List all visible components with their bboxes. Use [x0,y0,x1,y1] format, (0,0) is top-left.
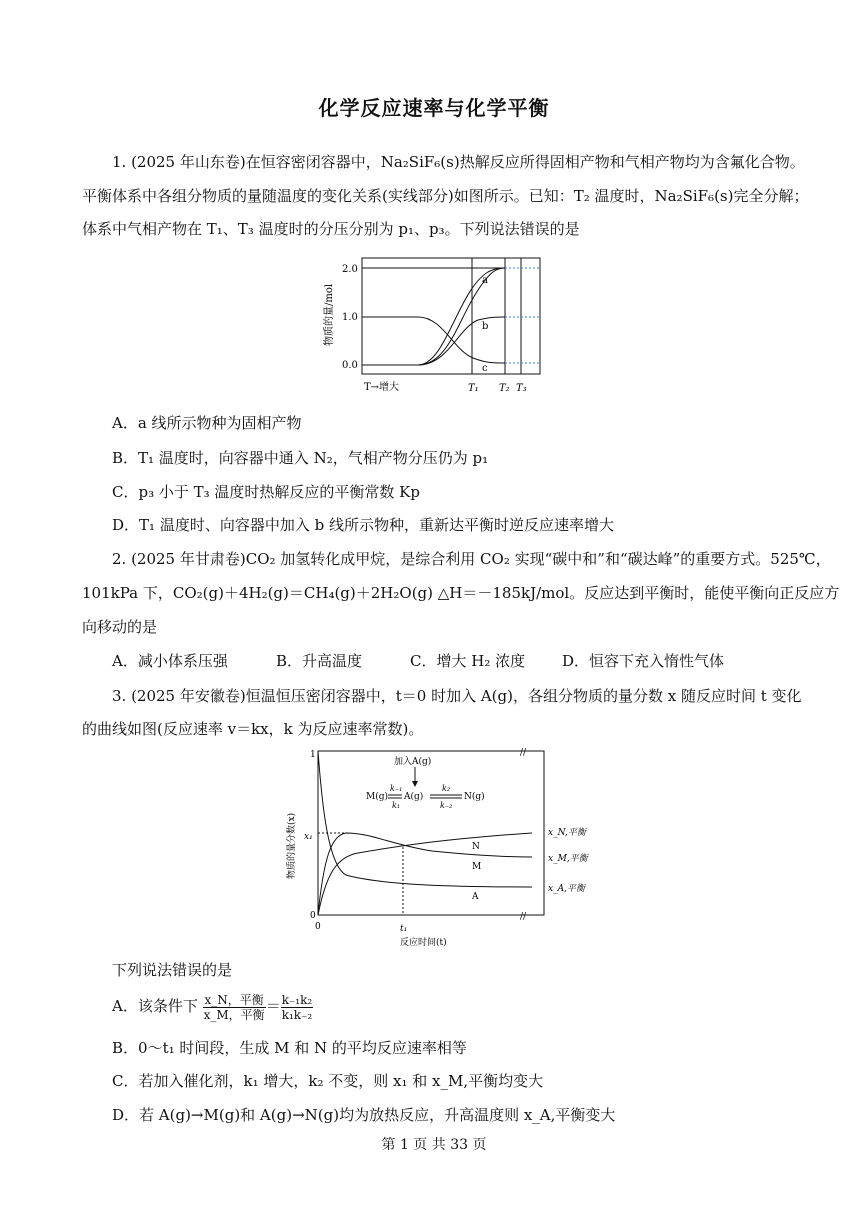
chart2-eq-A: x_A,平衡 [548,884,585,894]
q3-frac-num: x_N，平衡 [204,992,264,1007]
chart1-ytick-2: 2.0 [342,264,358,275]
chart1-ytick-0: 0.0 [342,360,358,371]
chart2-t1: t₁ [400,924,408,934]
chart1-xmark-T2: T₂ [499,383,510,394]
chart2-add-label: 加入A(g) [394,757,432,767]
page-footer: 第 1 页 共 33 页 [381,1137,487,1153]
q2-option-a: A．减小体系压强 [112,652,228,670]
q3-line-1: 3. (2025 年安徽卷)恒温恒压密闭容器中，t＝0 时加入 A(g)，各组分物质的量分数 x 随反应时间 t 变化 [112,687,802,705]
q1-option-d: D．T₁ 温度时、向容器中加入 b 线所示物种，重新达平衡时逆反应速率增大 [112,516,614,534]
q3-option-a-fraction-x [203,993,266,1022]
chart2-x1: x₁ [304,832,313,842]
chart2-scheme-N: N(g) [464,792,485,802]
chart2-eq-N: x_N,平衡 [548,828,586,838]
chart1-xlabel: T→增大 [364,382,400,393]
chart2-origin-y: 0 [310,911,316,921]
q3-option-a-prefix: A．该条件下 [112,997,198,1015]
chart2-k-1: k₋₁ [390,784,403,793]
q2-option-b: B．升高温度 [276,652,363,670]
chart2-ylabel: 物质的量分数(x) [287,812,297,879]
q3-option-a-equals: ＝ [265,997,281,1015]
q1-option-a: A．a 线所示物种为固相产物 [112,414,302,432]
chart2-curve-M [318,833,532,915]
q3-line-2: 的曲线如图(反应速率 v＝kx，k 为反应速率常数)。 [82,720,424,738]
chart2-curve-label-M: M [472,862,482,872]
q3-prompt: 下列说法错误的是 [112,961,233,979]
chart2-curve-label-A: A [472,892,479,902]
q1-line-3: 体系中气相产物在 T₁、T₃ 温度时的分压分别为 p₁、p₃。下列说法错误的是 [82,220,580,238]
chart1-curve-c [418,317,505,365]
chart1-frame [362,258,540,374]
chart2-origin-x: 0 [315,922,321,932]
chart1-label-c: c [482,363,488,374]
q2-line-1: 2. (2025 年甘肃卷)CO₂ 加氢转化成甲烷，是综合利用 CO₂ 实现“碳中和”和“碳达峰”的重要方式。525℃， [112,550,831,568]
q3-option-d: D．若 A(g)→M(g)和 A(g)→N(g)均为放热反应，升高温度则 x_A,平衡变大 [112,1106,616,1124]
page-title: 化学反应速率与化学平衡 [318,96,550,120]
chart2-curve-A [318,751,532,887]
chart1-label-a: a [482,275,488,286]
q3-option-b: B．0～t₁ 时间段，生成 M 和 N 的平均反应速率相等 [112,1039,467,1057]
q2-line-3: 向移动的是 [82,618,158,636]
chart2-curve-N [318,833,532,915]
chart2-k2: k₂ [442,784,451,793]
q2-line-2: 101kPa 下，CO₂(g)＋4H₂(g)＝CH₄(g)＋2H₂O(g) △H＝－185kJ/mol。反应达到平衡时，能使平衡向正反应方 [82,584,840,602]
chart1-ytick-1: 1.0 [342,312,358,323]
chart-1 [318,250,558,400]
q1-option-c: C．p₃ 小于 T₃ 温度时热解反应的平衡常数 Kp [112,483,420,501]
chart1-xmark-T3: T₃ [516,383,527,394]
q1-option-b: B．T₁ 温度时，向容器中通入 N₂，气相产物分压仍为 p₁ [112,449,489,467]
chart2-scheme-A: A(g) [404,792,424,802]
chart2-xlabel: 反应时间(t) [400,938,447,948]
q2-option-d: D．恒容下充入惰性气体 [562,652,725,670]
chart2-ytop: 1 [310,750,316,760]
chart-2 [282,745,602,953]
q3-rhs-num: k₋₁k₂ [281,992,313,1007]
svg-text://: // [520,748,527,758]
q3-option-a-fraction-k [281,993,314,1022]
q3-option-c: C．若加入催化剂，k₁ 增大，k₂ 不变，则 x₁ 和 x_M,平衡均变大 [112,1072,544,1090]
chart2-k-2: k₋₂ [440,801,453,810]
chart1-label-b: b [482,321,489,332]
q2-option-c: C．增大 H₂ 浓度 [410,652,526,670]
q3-frac-den: x_M，平衡 [203,1007,265,1022]
chart1-ylabel: 物质的量/mol [324,283,335,346]
q3-option-a [112,992,313,1022]
q3-rhs-den: k₁k₋₂ [281,1007,313,1022]
svg-text://: // [520,912,527,922]
q1-line-2: 平衡体系中各组分物质的量随温度的变化关系(实线部分)如图所示。已知：T₂ 温度时，Na₂SiF₆(s)完全分解； [82,187,809,205]
chart2-scheme-M: M(g) [366,792,388,802]
q1-line-1: 1. (2025 年山东卷)在恒容密闭容器中，Na₂SiF₆(s)热解反应所得固相产物和气相产物均为含氟化合物。 [112,153,805,171]
chart1-xmark-T1: T₁ [468,383,479,394]
chart2-curve-label-N: N [472,842,480,852]
chart2-eq-M: x_M,平衡 [548,854,588,864]
chart2-k1: k₁ [392,801,401,810]
